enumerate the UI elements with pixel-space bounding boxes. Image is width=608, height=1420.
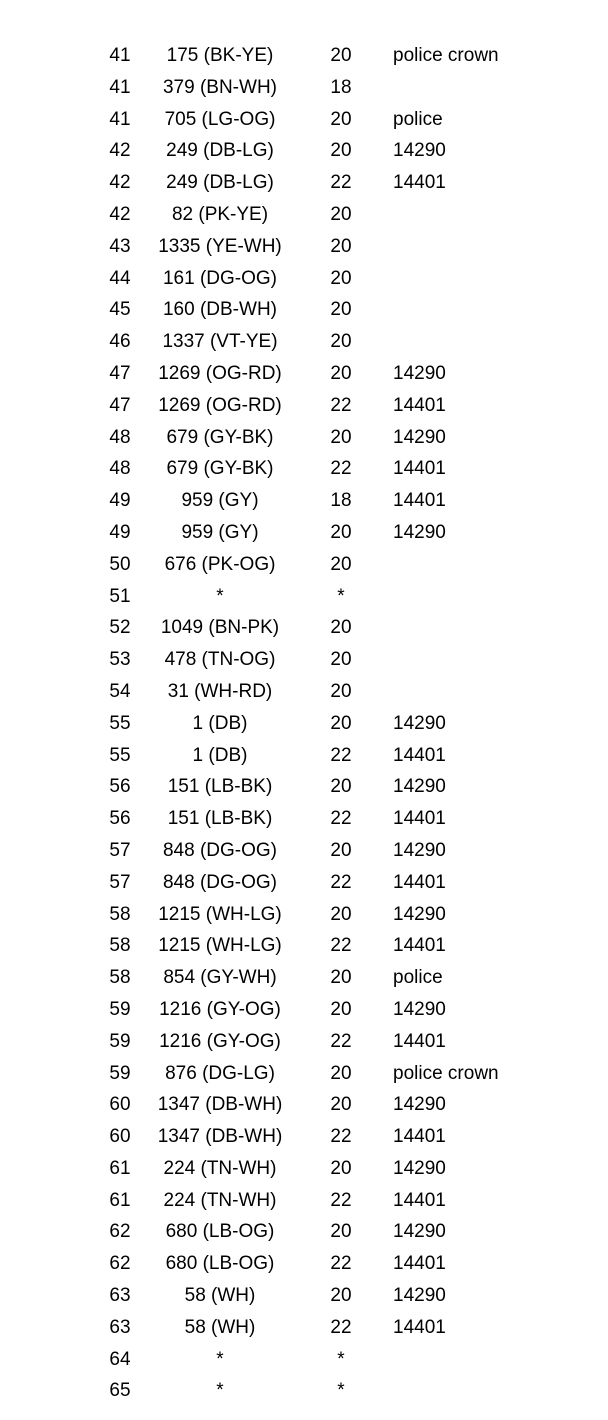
pin-number: 50: [109, 553, 131, 575]
circuit-id: 679 (GY-BK): [166, 426, 274, 448]
table-row: [0, 485, 608, 517]
pin-number: 58: [109, 903, 131, 925]
table-row: [0, 1121, 608, 1153]
pin-number: 41: [109, 45, 131, 66]
row-note: 14401: [393, 172, 446, 194]
row-note: 14401: [393, 1030, 446, 1052]
circuit-id: 705 (LG-OG): [164, 108, 276, 130]
table-row: [0, 263, 608, 295]
circuit-id: 1 (DB): [192, 712, 248, 734]
table-row: [0, 612, 608, 644]
pin-number: 62: [109, 1221, 131, 1243]
pin-number: 56: [109, 808, 131, 830]
wire-gauge: 20: [330, 267, 352, 289]
row-note: police: [393, 108, 443, 130]
pin-number: 42: [109, 172, 131, 194]
row-note: 14290: [393, 998, 446, 1020]
wire-gauge: 20: [330, 680, 352, 702]
wire-gauge: 20: [330, 426, 352, 448]
wire-gauge: 20: [330, 967, 352, 989]
table-row: [0, 644, 608, 676]
row-note: 14290: [393, 426, 446, 448]
pin-number: 58: [109, 935, 131, 957]
wire-gauge: 22: [330, 1030, 352, 1052]
table-row: [0, 1280, 608, 1312]
circuit-id: 1216 (GY-OG): [159, 1030, 281, 1052]
pin-number: 55: [109, 744, 131, 766]
wire-gauge: 20: [330, 108, 352, 130]
table-row: [0, 326, 608, 358]
table-row: [0, 1248, 608, 1280]
table-row: [0, 453, 608, 485]
wire-gauge: *: [337, 1380, 345, 1402]
circuit-id: 676 (PK-OG): [164, 553, 276, 575]
wire-gauge: 20: [330, 1157, 352, 1179]
table-row: [0, 1089, 608, 1121]
circuit-id: 58 (WH): [184, 1285, 256, 1307]
table-row: [0, 1058, 608, 1090]
pin-number: 44: [109, 267, 131, 289]
table-row: [0, 294, 608, 326]
table-row: [0, 104, 608, 136]
pin-number: 59: [109, 1030, 131, 1052]
row-note: 14401: [393, 1126, 446, 1148]
pin-number: 56: [109, 776, 131, 798]
wire-gauge: 22: [330, 458, 352, 480]
pin-number: 58: [109, 967, 131, 989]
pinout-table: [0, 40, 608, 1407]
circuit-id: 1 (DB): [192, 744, 248, 766]
table-row: [0, 930, 608, 962]
circuit-id: 680 (LB-OG): [165, 1221, 275, 1243]
circuit-id: 1337 (VT-YE): [162, 331, 278, 353]
pin-number: 63: [109, 1285, 131, 1307]
circuit-id: 1216 (GY-OG): [159, 998, 281, 1020]
circuit-id: 1215 (WH-LG): [158, 935, 282, 957]
pin-number: 41: [109, 108, 131, 130]
table-row: [0, 1153, 608, 1185]
pin-number: 63: [109, 1316, 131, 1338]
row-note: 14290: [393, 839, 446, 861]
table-row: [0, 358, 608, 390]
pin-number: 59: [109, 998, 131, 1020]
circuit-id: 224 (TN-WH): [163, 1189, 277, 1211]
row-note: 14401: [393, 871, 446, 893]
circuit-id: 161 (DG-OG): [162, 267, 278, 289]
table-row: [0, 1185, 608, 1217]
table-row: [0, 422, 608, 454]
wire-gauge: 20: [330, 331, 352, 353]
table-row: [0, 835, 608, 867]
wire-gauge: 20: [330, 140, 352, 162]
wire-gauge: 20: [330, 839, 352, 861]
wire-gauge: 20: [330, 1094, 352, 1116]
table-row: [0, 1312, 608, 1344]
circuit-id: 848 (DG-OG): [162, 871, 278, 893]
table-row: [0, 40, 608, 72]
wire-gauge: 20: [330, 521, 352, 543]
table-row: [0, 676, 608, 708]
wire-gauge: 22: [330, 1253, 352, 1275]
table-row: [0, 167, 608, 199]
table-row: [0, 581, 608, 613]
pin-number: 53: [109, 649, 131, 671]
circuit-id: 1215 (WH-LG): [158, 903, 282, 925]
wire-gauge: 20: [330, 45, 352, 66]
wire-gauge: 20: [330, 712, 352, 734]
row-note: 14401: [393, 808, 446, 830]
row-note: 14290: [393, 776, 446, 798]
table-row: [0, 1344, 608, 1376]
wire-gauge: 20: [330, 998, 352, 1020]
table-row: [0, 1026, 608, 1058]
row-note: 14401: [393, 1253, 446, 1275]
wire-gauge: 22: [330, 935, 352, 957]
circuit-id: 379 (BN-WH): [162, 76, 277, 98]
wire-gauge: 20: [330, 776, 352, 798]
pin-number: 43: [109, 235, 131, 257]
wire-gauge: 20: [330, 1221, 352, 1243]
table-row: [0, 803, 608, 835]
row-note: 14290: [393, 903, 446, 925]
wire-gauge: 18: [330, 76, 352, 98]
pin-number: 61: [109, 1189, 131, 1211]
pin-number: 42: [109, 203, 131, 225]
pin-number: 46: [109, 331, 131, 353]
row-note: police crown: [393, 1062, 499, 1084]
row-note: 14290: [393, 1094, 446, 1116]
circuit-id: 151 (LB-BK): [167, 776, 273, 798]
row-note: police crown: [393, 45, 499, 66]
pin-number: 60: [109, 1126, 131, 1148]
row-note: 14401: [393, 1189, 446, 1211]
row-note: police: [393, 967, 443, 989]
wire-gauge: 20: [330, 649, 352, 671]
circuit-id: 175 (BK-YE): [166, 45, 274, 66]
wire-gauge: 20: [330, 1062, 352, 1084]
circuit-id: 160 (DB-WH): [162, 299, 277, 321]
table-row: [0, 1216, 608, 1248]
pin-number: 47: [109, 394, 131, 416]
row-note: 14290: [393, 521, 446, 543]
wire-gauge: 22: [330, 1189, 352, 1211]
row-note: 14401: [393, 490, 446, 512]
circuit-id: 1347 (DB-WH): [157, 1126, 283, 1148]
pin-number: 59: [109, 1062, 131, 1084]
row-note: 14290: [393, 712, 446, 734]
table-row: [0, 899, 608, 931]
circuit-id: 959 (GY): [181, 490, 259, 512]
row-note: 14401: [393, 394, 446, 416]
circuit-id: 224 (TN-WH): [163, 1157, 277, 1179]
wire-gauge: 22: [330, 394, 352, 416]
wire-gauge: 20: [330, 362, 352, 384]
pin-number: 47: [109, 362, 131, 384]
wire-gauge: 22: [330, 871, 352, 893]
pin-number: 42: [109, 140, 131, 162]
circuit-id: 58 (WH): [184, 1316, 256, 1338]
circuit-id: 249 (DB-LG): [166, 172, 274, 194]
wire-gauge: 20: [330, 235, 352, 257]
table-row: [0, 708, 608, 740]
wire-gauge: 20: [330, 617, 352, 639]
row-note: 14401: [393, 935, 446, 957]
pin-number: 62: [109, 1253, 131, 1275]
pin-number: 57: [109, 871, 131, 893]
circuit-id: 1269 (OG-RD): [158, 362, 282, 384]
wire-gauge: 20: [330, 203, 352, 225]
table-row: [0, 867, 608, 899]
wire-gauge: 22: [330, 1126, 352, 1148]
table-row: [0, 231, 608, 263]
wire-gauge: 20: [330, 299, 352, 321]
pin-number: 65: [109, 1380, 131, 1402]
pin-number: 45: [109, 299, 131, 321]
pin-number: 49: [109, 521, 131, 543]
table-row: [0, 740, 608, 772]
table-row: [0, 390, 608, 422]
pin-number: 64: [109, 1348, 131, 1370]
table-row: [0, 1375, 608, 1407]
row-note: 14290: [393, 1221, 446, 1243]
circuit-id: 249 (DB-LG): [166, 140, 274, 162]
pin-number: 48: [109, 426, 131, 448]
wire-gauge: *: [337, 1348, 345, 1370]
row-note: 14290: [393, 1285, 446, 1307]
circuit-id: 679 (GY-BK): [166, 458, 274, 480]
pin-number: 52: [109, 617, 131, 639]
table-row: [0, 199, 608, 231]
wire-gauge: 20: [330, 553, 352, 575]
table-row: [0, 962, 608, 994]
row-note: 14401: [393, 744, 446, 766]
wire-gauge: 18: [330, 490, 352, 512]
table-row: [0, 549, 608, 581]
row-note: 14401: [393, 458, 446, 480]
pin-number: 48: [109, 458, 131, 480]
circuit-id: 1335 (YE-WH): [158, 235, 282, 257]
wire-gauge: 22: [330, 744, 352, 766]
table-row: [0, 994, 608, 1026]
table-row: [0, 771, 608, 803]
wire-gauge: 22: [330, 808, 352, 830]
circuit-id: 151 (LB-BK): [167, 808, 273, 830]
row-note: 14290: [393, 140, 446, 162]
circuit-id: *: [216, 585, 224, 607]
table-row: [0, 135, 608, 167]
pin-number: 61: [109, 1157, 131, 1179]
pin-number: 60: [109, 1094, 131, 1116]
circuit-id: 31 (WH-RD): [167, 680, 273, 702]
row-note: 14290: [393, 1157, 446, 1179]
pin-number: 49: [109, 490, 131, 512]
row-note: 14401: [393, 1316, 446, 1338]
table-row: [0, 517, 608, 549]
wire-gauge: 20: [330, 1285, 352, 1307]
pin-number: 54: [109, 680, 131, 702]
circuit-id: 854 (GY-WH): [163, 967, 277, 989]
circuit-id: 478 (TN-OG): [164, 649, 276, 671]
pin-number: 57: [109, 839, 131, 861]
circuit-id: *: [216, 1348, 224, 1370]
circuit-id: *: [216, 1380, 224, 1402]
wire-gauge: *: [337, 585, 345, 607]
circuit-id: 680 (LB-OG): [165, 1253, 275, 1275]
circuit-id: 1269 (OG-RD): [158, 394, 282, 416]
row-note: 14290: [393, 362, 446, 384]
table-row: [0, 72, 608, 104]
pin-number: 41: [109, 76, 131, 98]
circuit-id: 876 (DG-LG): [165, 1062, 275, 1084]
wire-gauge: 22: [330, 1316, 352, 1338]
pin-number: 51: [109, 585, 131, 607]
circuit-id: 959 (GY): [181, 521, 259, 543]
circuit-id: 1347 (DB-WH): [157, 1094, 283, 1116]
circuit-id: 82 (PK-YE): [171, 203, 269, 225]
pin-number: 55: [109, 712, 131, 734]
circuit-id: 1049 (BN-PK): [160, 617, 280, 639]
wire-gauge: 20: [330, 903, 352, 925]
wire-gauge: 22: [330, 172, 352, 194]
circuit-id: 848 (DG-OG): [162, 839, 278, 861]
